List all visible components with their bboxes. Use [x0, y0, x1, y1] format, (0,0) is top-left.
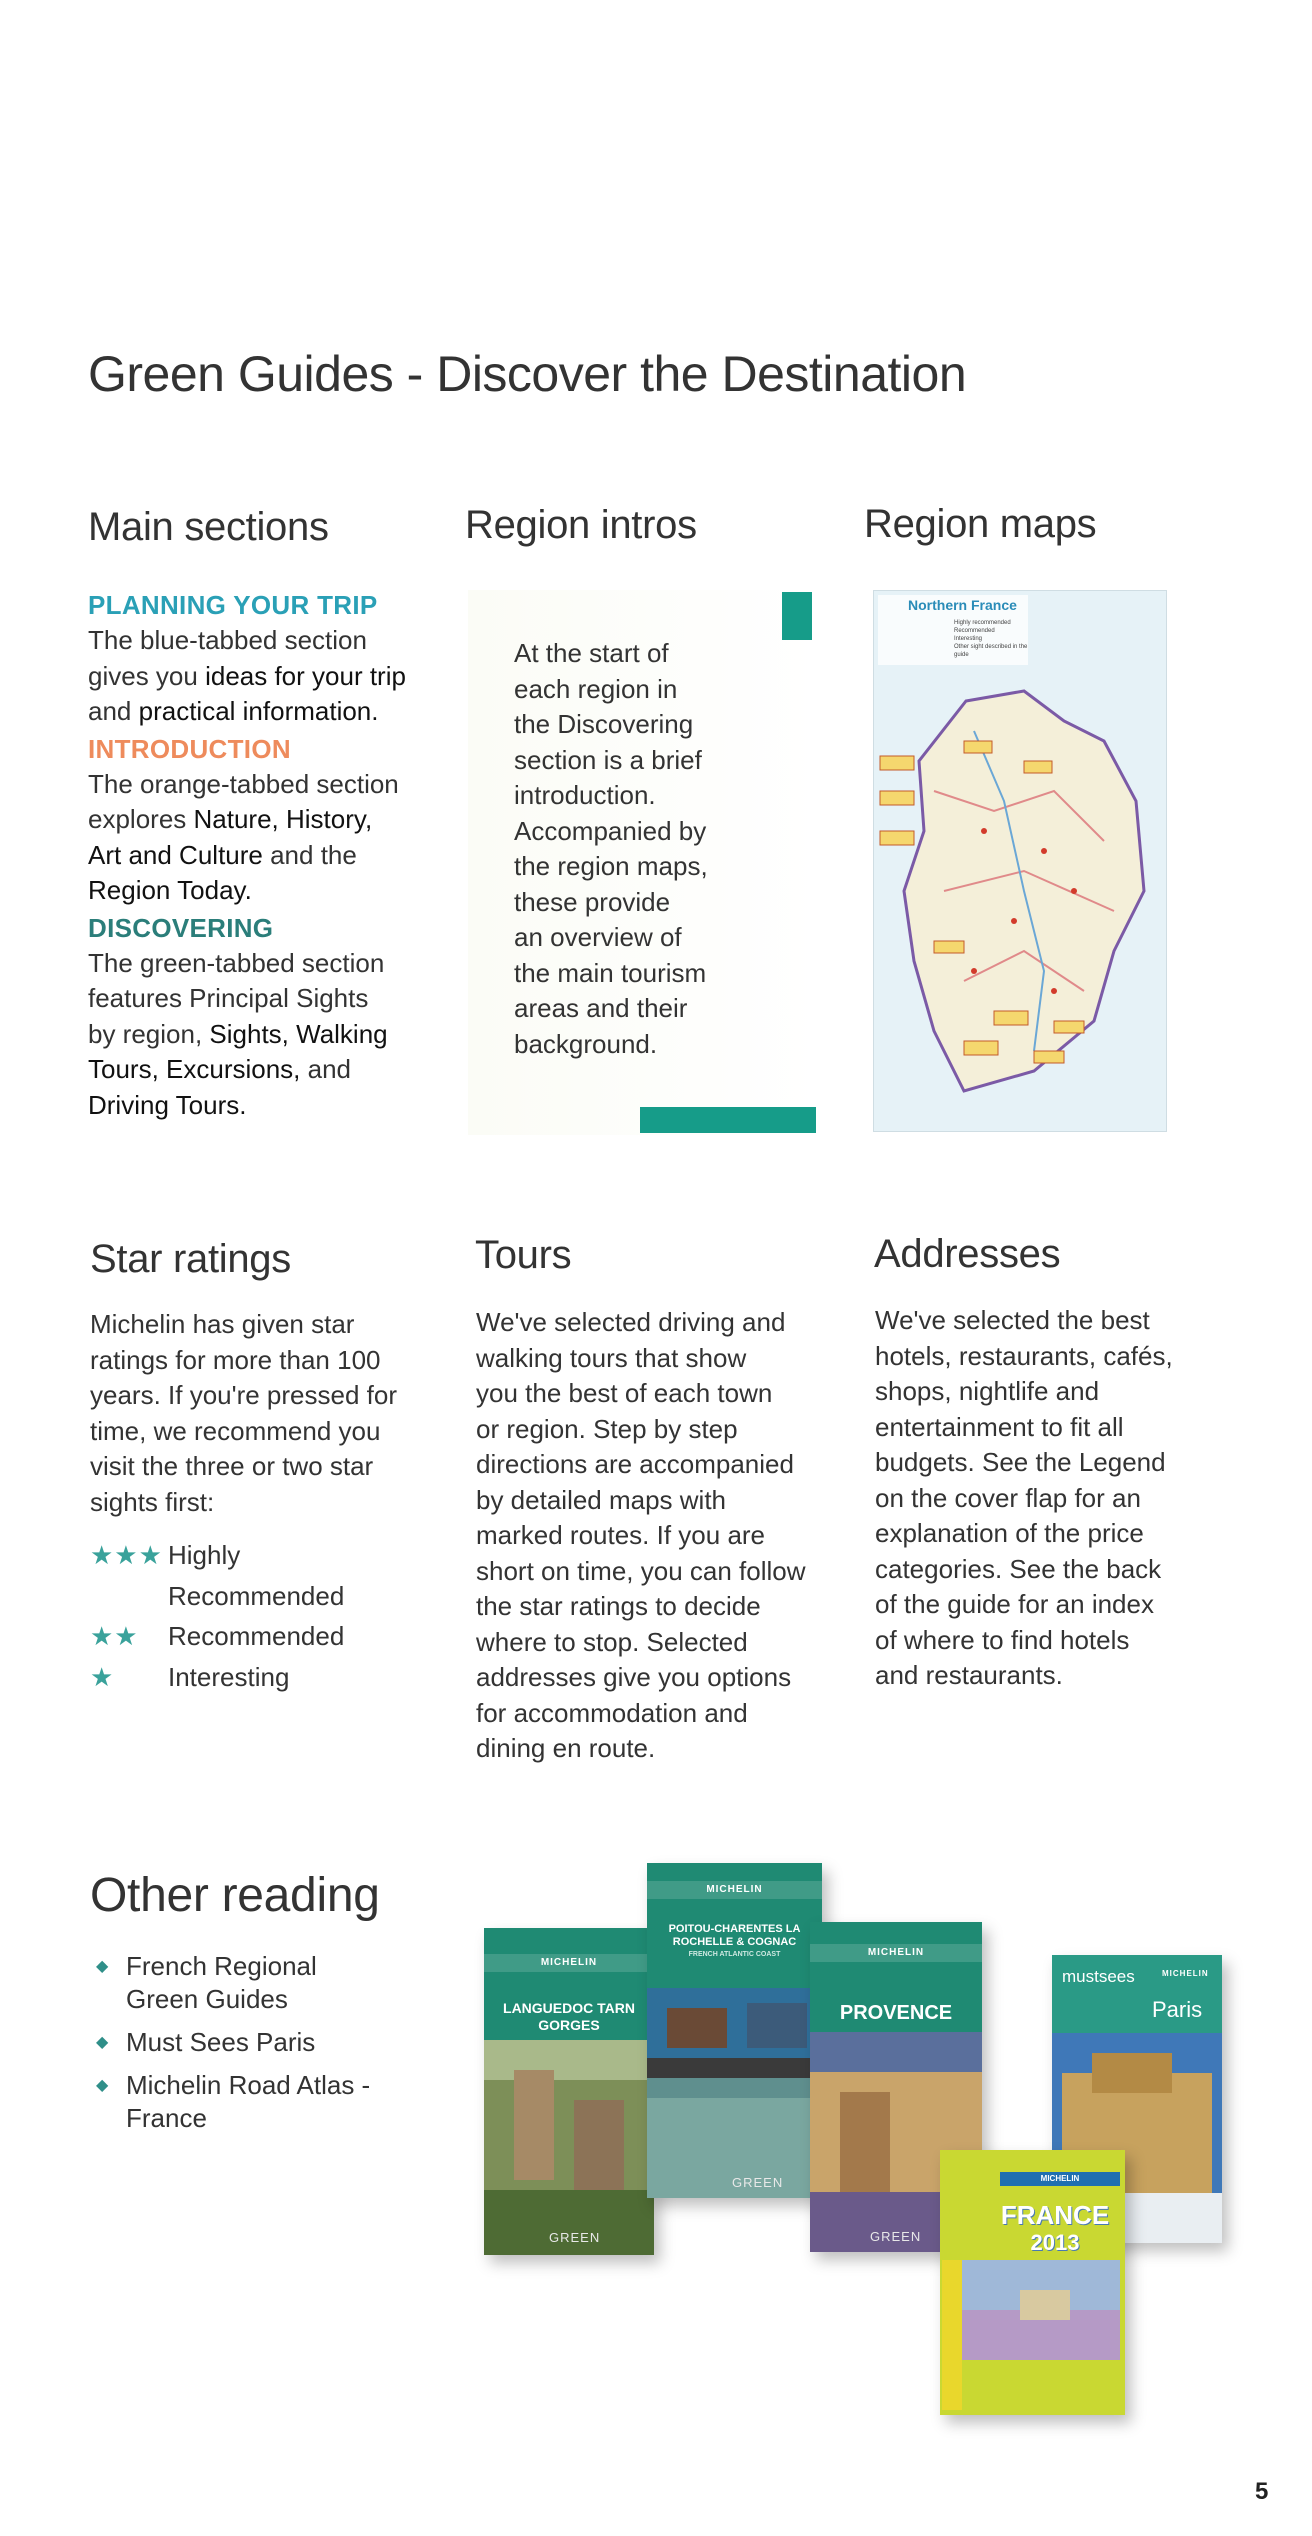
page-number: 5 — [1255, 2478, 1269, 2505]
region-maps-heading: Region maps — [864, 502, 1097, 546]
other-reading-list — [96, 1950, 396, 2135]
book-title: FRANCE — [1000, 2200, 1110, 2230]
map-legend-item: Interesting — [954, 636, 983, 642]
main-sections-text — [88, 588, 448, 1123]
tours-line: walking tours that show — [476, 1342, 747, 1373]
star-legend-row — [90, 1538, 430, 1574]
book-poitou — [647, 1863, 822, 2198]
addresses-line: shops, nightlife and — [875, 1376, 1100, 1406]
region-intro-line: these provide — [514, 886, 671, 917]
list-item — [96, 2069, 396, 2135]
addresses-line: categories. See the back — [875, 1553, 1162, 1584]
book-series: GREEN — [732, 2175, 784, 2190]
michelin-logo: MICHELIN — [810, 1944, 982, 1962]
list-item-line: Green Guides — [126, 1984, 288, 2014]
page-title: Green Guides - Discover the Destination — [88, 346, 967, 402]
tours-line: We've selected driving and — [476, 1307, 786, 1337]
book-languedoc — [484, 1928, 654, 2255]
introduction-label: INTRODUCTION — [88, 733, 291, 764]
book-title: PROVENCE — [839, 2002, 953, 2024]
region-map — [873, 590, 1167, 1132]
star-icon: ★ — [90, 1661, 115, 1692]
region-intro-line: At the start of — [514, 638, 669, 668]
tours-text — [476, 1305, 846, 1767]
region-intro-text — [514, 636, 784, 1062]
teal-bottom-bar — [640, 1107, 816, 1133]
discovering-bold: Tours, Excursions, — [88, 1054, 301, 1084]
michelin-logo: MICHELIN — [1162, 1969, 1209, 1978]
addresses-text — [875, 1303, 1245, 1694]
michelin-logo: MICHELIN — [1000, 2172, 1120, 2186]
planning-line: and — [88, 696, 139, 726]
michelin-logo: MICHELIN — [647, 1881, 822, 1899]
introduction-line: and the — [262, 839, 357, 870]
region-intro-line: areas and their — [514, 993, 688, 1023]
tours-line: where to stop. Selected — [476, 1626, 748, 1657]
introduction-bold: Nature, History, — [193, 804, 373, 834]
book-photo — [960, 2260, 1120, 2360]
book-subtitle: FRENCH ATLANTIC COAST — [688, 1951, 781, 1958]
discovering-bold: Sights, Walking — [209, 1018, 388, 1049]
addresses-line: on the cover flap for an — [875, 1482, 1141, 1513]
region-intro-line: the region maps, — [514, 851, 708, 881]
star-legend-row — [90, 1660, 430, 1696]
star-icon: ★★ — [90, 1621, 139, 1651]
tours-line: the star ratings to decide — [476, 1591, 761, 1621]
discovering-line: features Principal Sights — [88, 983, 369, 1013]
addresses-line: hotels, restaurants, cafés, — [875, 1340, 1173, 1371]
star-legend-label: Recommended — [168, 1580, 345, 1611]
tours-line: addresses give you options — [476, 1662, 792, 1692]
planning-label: PLANNING YOUR TRIP — [88, 590, 378, 620]
region-intro-line: background. — [514, 1028, 658, 1059]
star-icon: ★★★ — [90, 1540, 163, 1570]
star-ratings-heading: Star ratings — [90, 1237, 291, 1281]
map-title: Northern France — [908, 597, 1017, 613]
book-series: GREEN — [549, 2230, 601, 2245]
region-intro-line: an overview of — [514, 922, 682, 952]
addresses-heading: Addresses — [874, 1232, 1061, 1276]
book-subtitle: Paris — [1152, 1997, 1203, 2022]
star-legend — [90, 1538, 430, 1695]
addresses-line: We've selected the best — [875, 1305, 1150, 1335]
region-intro-line: each region in — [514, 673, 678, 704]
planning-bold: practical information. — [138, 696, 379, 726]
region-map-graphic — [874, 591, 1166, 1131]
tours-line: directions are accompanied — [476, 1449, 794, 1479]
region-intro-line: Accompanied by — [514, 815, 707, 846]
list-item-line: Must Sees Paris — [126, 2027, 316, 2057]
book-series: GREEN — [870, 2229, 922, 2244]
addresses-line: of where to find hotels — [875, 1624, 1130, 1655]
region-intro-line: the Discovering — [514, 709, 694, 739]
tours-line: or region. Step by step — [476, 1413, 738, 1444]
tours-heading: Tours — [475, 1233, 572, 1277]
tours-line: by detailed maps with — [476, 1484, 727, 1515]
book-spine — [942, 2260, 962, 2410]
book-photo — [484, 2040, 654, 2255]
addresses-line: explanation of the price — [875, 1518, 1144, 1548]
tours-line: marked routes. If you are — [476, 1520, 766, 1550]
planning-line: The blue-tabbed section — [88, 625, 367, 655]
star-legend-row — [90, 1579, 430, 1615]
list-item-line: French Regional — [126, 1951, 317, 1981]
planning-line: gives you — [88, 660, 206, 691]
teal-tab-marker — [782, 592, 812, 640]
star-ratings-line: visit the three or two star — [90, 1451, 374, 1481]
region-intro-line: the main tourism — [514, 957, 707, 988]
tours-line: you the best of each town — [476, 1378, 773, 1408]
map-legend-item: Recommended — [954, 628, 995, 634]
star-legend-label: Interesting — [168, 1661, 290, 1692]
main-sections-heading: Main sections — [88, 505, 329, 549]
book-france-atlas — [940, 2150, 1125, 2415]
list-item — [96, 1950, 396, 2016]
introduction-line: The orange-tabbed section — [88, 768, 399, 799]
addresses-line: and restaurants. — [875, 1660, 1063, 1690]
region-intros-heading: Region intros — [465, 503, 697, 547]
addresses-line: of the guide for an index — [875, 1589, 1154, 1619]
diamond-bullet-icon: ◆ — [96, 1958, 109, 1975]
diamond-bullet-icon: ◆ — [96, 2077, 109, 2094]
book-title: POITOU-CHARENTES LA ROCHELLE & COGNAC — [668, 1923, 801, 1948]
introduction-bold: Region Today. — [88, 875, 252, 905]
book-photo — [647, 1988, 822, 2198]
discovering-line: and — [300, 1054, 352, 1084]
star-legend-label: Recommended — [168, 1621, 345, 1651]
discovering-line: The green-tabbed section — [88, 947, 385, 978]
list-item-line: Michelin Road Atlas - — [126, 2070, 371, 2100]
star-ratings-text — [90, 1307, 430, 1520]
michelin-logo: MICHELIN — [484, 1954, 654, 1972]
region-intro-line: introduction. — [514, 780, 656, 810]
region-intro-line: section is a brief — [514, 744, 702, 775]
tours-line: dining en route. — [476, 1733, 656, 1763]
diamond-bullet-icon: ◆ — [96, 2034, 109, 2051]
other-reading-heading: Other reading — [90, 1869, 380, 1922]
star-ratings-line: years. If you're pressed for — [90, 1380, 397, 1410]
star-legend-row — [90, 1619, 430, 1655]
tours-line: for accommodation and — [476, 1697, 748, 1728]
list-item-line: France — [126, 2103, 207, 2133]
star-ratings-line: time, we recommend you — [90, 1415, 381, 1446]
discovering-line: by region, — [88, 1018, 210, 1049]
star-ratings-line: Michelin has given star — [90, 1309, 355, 1339]
list-item — [96, 2026, 396, 2059]
discovering-bold: Driving Tours. — [88, 1089, 247, 1120]
addresses-line: budgets. See the Legend — [875, 1447, 1166, 1477]
star-legend-label: Highly — [168, 1540, 241, 1570]
star-ratings-line: ratings for more than 100 — [90, 1344, 381, 1375]
discovering-label: DISCOVERING — [88, 912, 274, 943]
introduction-bold: Art and Culture — [88, 839, 263, 870]
book-year: 2013 — [1030, 2230, 1080, 2255]
book-title: LANGUEDOC TARN GORGES — [503, 2000, 635, 2033]
map-legend-item: Other sight described in the guide — [954, 644, 1028, 658]
introduction-line: explores — [88, 804, 194, 834]
addresses-line: entertainment to fit all — [875, 1411, 1124, 1442]
star-ratings-line: sights first: — [90, 1486, 215, 1517]
tours-line: short on time, you can follow — [476, 1555, 806, 1586]
map-legend-item: Highly recommended — [954, 620, 1011, 626]
book-title: mustsees — [1062, 1967, 1135, 1986]
planning-bold: ideas for your trip — [205, 660, 406, 691]
map-legend — [954, 619, 1034, 659]
